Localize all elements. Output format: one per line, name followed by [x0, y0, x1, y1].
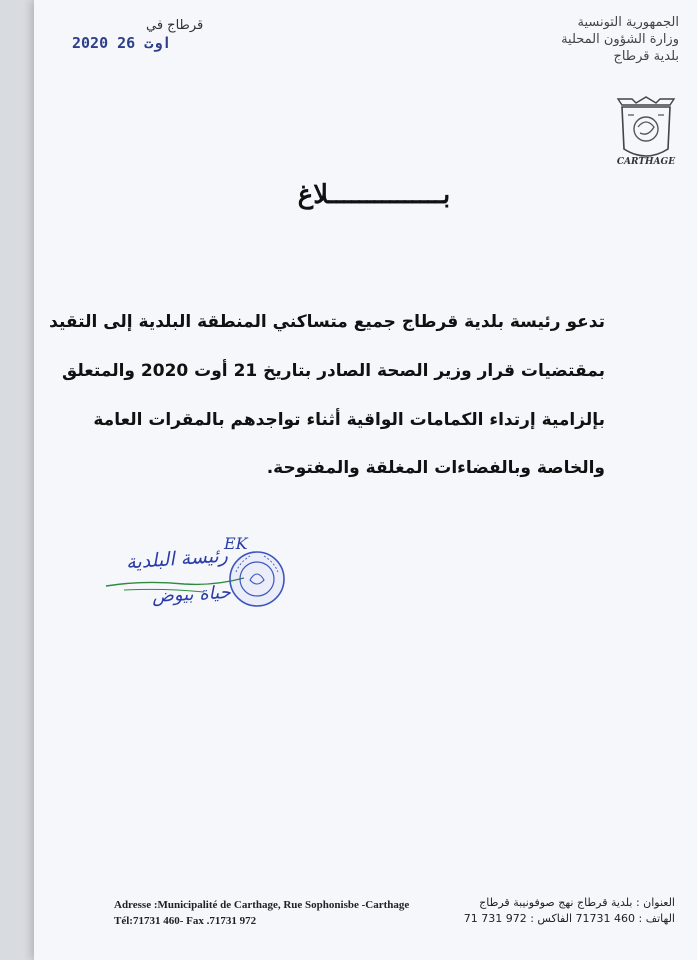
- footer-address-ar: [464, 895, 675, 927]
- body-line-3: بإلزامية إرتداء الكمامات الواقية أثناء تواجدهم بالمقرات العامة: [93, 410, 605, 430]
- footer-address-fr: [114, 897, 409, 929]
- signature-title: رئيسة البلدية: [125, 544, 229, 574]
- ministry-line: وزارة الشؤون المحلية: [561, 32, 679, 47]
- body-line-4: والخاصة وبالفضاءات المغلقة والمفتوحة.: [266, 458, 605, 478]
- signature-name: حياة بيوض: [151, 581, 232, 608]
- phone-fr: Tél:71731 460- Fax .71731 972: [114, 915, 257, 927]
- address-ar: العنوان : بلدية قرطاج نهج صوفونيبة قرطاج: [479, 896, 675, 909]
- body-line-2: بمقتضيات قرار وزير الصحة الصادر بتاريخ 21 أوت 2020 والمتعلق: [62, 361, 605, 381]
- republic-line: الجمهورية التونسية: [577, 15, 679, 30]
- official-seal-icon: [228, 550, 286, 608]
- logo-caption: CARTHAGE: [616, 157, 676, 167]
- document-page: [34, 0, 697, 960]
- letterhead: [561, 14, 679, 65]
- signature-mark: EK: [224, 534, 248, 553]
- page-title: بـــــــــــــــلاغ: [297, 180, 451, 210]
- city-label: قرطاج في: [146, 18, 204, 33]
- date-stamp: 2020 اوت 26: [72, 34, 172, 52]
- carthage-emblem-logo: [612, 93, 680, 171]
- municipality-line: بلدية قرطاج: [613, 49, 679, 64]
- body-line-1: تدعو رئيسة بلدية قرطاج جميع متساكني المنطقة البلدية إلى التقيد: [49, 312, 605, 332]
- address-fr: Adresse :Municipalité de Carthage, Rue Sophonisbe -Carthage: [114, 899, 410, 911]
- phone-ar: الهاتف : 460 71731 الفاكس : 972 731 71: [463, 912, 675, 925]
